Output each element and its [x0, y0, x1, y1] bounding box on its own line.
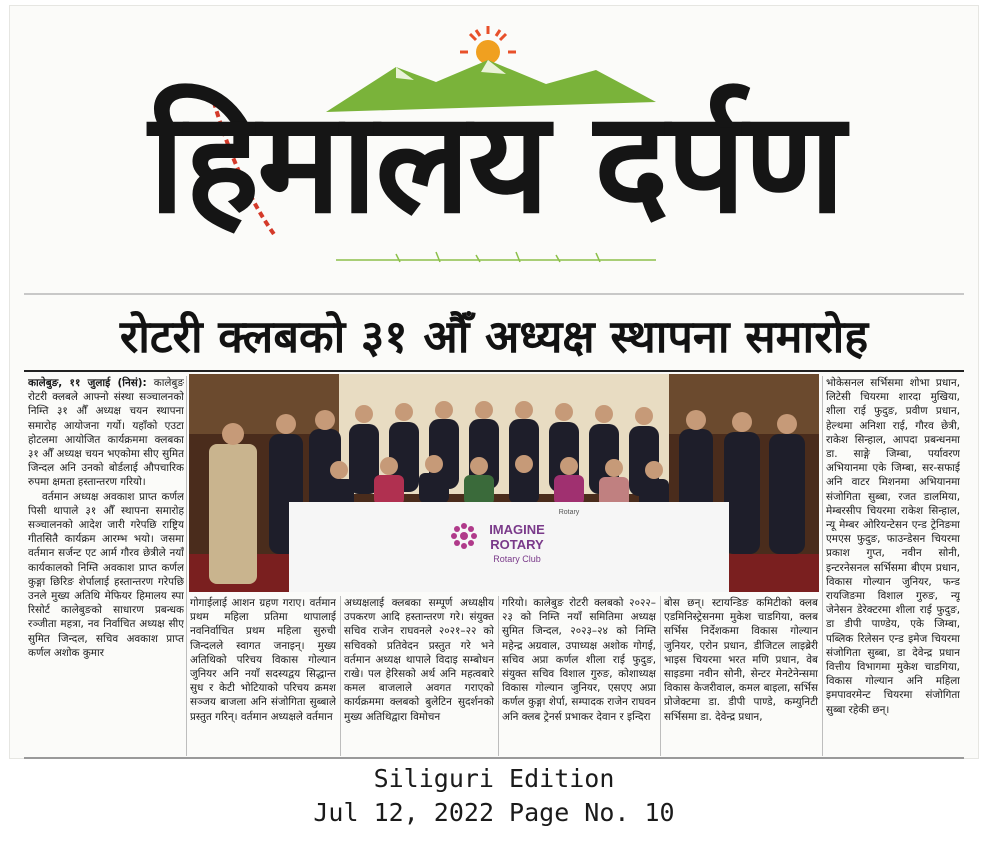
event-photo — [189, 374, 819, 592]
footer-divider — [24, 757, 964, 759]
column-separator — [186, 376, 187, 756]
group-photo-illustration — [189, 374, 819, 592]
article-column-4 — [502, 596, 656, 756]
column-1-para-1: कालेबुङ रोटरी क्लबले आफ्नो संस्था सञ्चालनको निम्ति ३१ औँ अध्यक्ष चयन स्थापना समारोह आयोजना गर्यो। यहाँको एउटा होटलमा आयोजित कार्यक्रममा क्लबका ३१ औँ अध्यक्ष चयन भएकोमा सीए सुमित जिन्दल अनि उनको बोर्डलाई औपचारिक रुपमा क्षमता हस्तान्तरण गरियो। — [28, 377, 184, 489]
photo-tag: Rotary — [558, 509, 580, 516]
sun-icon — [460, 26, 516, 64]
banner-line-3: Rotary Club — [493, 554, 541, 564]
edition-label: Siliguri Edition — [373, 764, 615, 793]
masthead-divider — [24, 293, 964, 295]
date-page-label: Jul 12, 2022 Page No. 10 — [313, 798, 675, 827]
article-column-3 — [344, 596, 494, 756]
column-2-text: गोगाईलाई आशन ग्रहण गराए। वर्तमान प्रथम महिला प्रतिमा थापालाई नवनिर्वाचित प्रथम महिला सुरुची जिन्दलले स्वागत जनाइन्। मुख्य अतिथिको परिचय विकास गोल्यान जुनियर अनि नयाँ सदस्यद्वय सिद्धान्त सुध र केटी भोटियाको परिचय क्रमश सञ्जय बाजला अनि संजोगिता सुब्बाले प्रस्तुत गरिन्। वर्तमान अध्यक्षले वर्तमान — [190, 597, 336, 723]
column-3-text: अध्यक्षलाई क्लबका सम्पूर्ण अध्यक्षीय उपकरण आदि हस्तान्तरण गरे। संयुक्त सचिव राजेन राघवनले २०२१–२२ को सचिवको प्रतिवेदन प्रस्तुत गरे भने वर्तमान अध्यक्ष थापाले विदाइ सम्बोधन राखे। पल हेरिसको अर्थ अनि महत्वबारे कमल बाजलाले अवगत गराएको कार्यक्रममा क्लबको बुलेटिन सुदर्शनको मुख्य अतिथिद्वारा विमोचन — [344, 597, 494, 723]
column-5-text: बोस छन्। स्टायन्डिङ कमिटीको क्लब एडमिनिस्ट्रेसनमा मुकेश चाडगिया, क्लब सर्भिस निर्देशकमा विकास गोल्यान जुनियर, एरोन प्रधान, डीजिटल लाइब्रेरी भाइस चियरमा भरत मणि प्रधान, वेब साइडमा नवीन सोनी, सेन्टर मेनटेनेन्समा विकास केजरीवाल, कमल बाइला, सर्भिस प्रोजेक्टमा डा. डीपी पाण्डे, कम्युनिटी सर्भिसमा डा. देवेन्द्र प्रधान, — [664, 597, 818, 723]
banner-line-1: IMAGINE — [489, 522, 545, 537]
masthead-title: हिमालय दर्पण — [148, 82, 844, 245]
dateline: कालेबुङ, ११ जुलाई (निसं): — [28, 377, 147, 389]
masthead — [96, 22, 896, 292]
column-1-para-2: वर्तमान अध्यक्ष अवकाश प्राप्त कर्णल पिसी थापाले ३१ औँ स्थापना समारोह सञ्चालनको आदेश जारी गरेपछि राष्ट्रिय गीतसितै कार्यक्रम आरम्भ भयो। जसमा वर्तमान सर्जन्ट एट आर्म गौरव छेत्रीले नयाँ कार्यकालको निम्ति अवकाश प्राप्त कर्णल कुङ्गा छिरिङ शेर्पालाई हस्तान्तरण गरेपछि उनले मुख्य अतिथि मेफियर हिमालय स्पा रिसोर्ट कालेबुङको साधारण प्रबन्धक रञ्जीता महत्रा, नव निर्वाचित अध्यक्ष सीए सुमित जिन्दल, सचिव अवकाश प्राप्त कर्णल अशोक कुमार — [28, 490, 184, 659]
article-headline: रोटरी क्लबको ३१ औँ अध्यक्ष स्थापना समारोह — [119, 310, 869, 363]
article-column-5 — [664, 596, 818, 756]
column-separator — [822, 376, 823, 756]
column-4-text: गरियो। कालेबुङ रोटरी क्लबको २०२२–२३ को निम्ति नयाँ समितिमा अध्यक्ष सुमित जिन्दल, २०२३–२४ को निम्ति महेन्द्र अग्रवाल, उपाध्यक्ष अशोक गोगई, सचिव अप्रा कर्णल शीला राई फुदुङ, संयुक्त सचिव विशाल गुरुङ, कोशाध्यक्ष विकास गोल्यान जुनियर, एसएए अप्रा कर्णल कुङ्गा शेर्पा, सम्पादक राजेन राघवन अनि क्लब ट्रेनर्स प्रभाकर देवान र इन्दिरा — [502, 597, 656, 723]
article-column-2 — [190, 596, 336, 756]
rotary-logo-icon — [451, 523, 477, 549]
headline-divider — [24, 370, 964, 372]
article-column-1 — [28, 376, 184, 756]
grass-strip — [336, 252, 656, 262]
column-separator — [660, 596, 661, 756]
article-column-6 — [826, 376, 960, 756]
banner-line-2: ROTARY — [490, 537, 544, 552]
column-separator — [340, 596, 341, 756]
column-6-text: भोकेसनल सर्भिसमा शोभा प्रधान, लिटेसी चियरमा शारदा मुखिया, शीला राई फुदुङ, प्रवीण प्रधान, हेल्थमा अनिशा राई, गौरव छेत्री, राकेश सिन्हाल, आपदा प्रबन्धनमा डा. साङ्गे जिम्बा, पर्यावरण अभियानमा एके जिम्बा, सर-सफाई अनि वाटर मिशनमा अभियानमा संजोगिता सुब्बा, रजत डालमिया, मेम्बरसीप चियरमा राकेश सिन्हाल, न्यू मेम्बर ओरियन्टेसन एन्ड ट्रेनिङमा एमएस फुदुङ, फाउन्डेसन चियरमा प्रकाश गुप्त, नवीन सोनी, इन्टरनेसनल सर्भिसमा बीएम प्रधान, विकास गोल्यान जुनियर, फन्ड रायजिङमा विशाल गुरुङ, न्यू जेनेसन डेरेक्टरमा शीला राई फुदुङ, डा डीपी पाण्डेय, एके जिम्बा, पब्लिक रिलेसन एन्ड इमेज चियरमा संजोगिता सुब्बा, डा देवेन्द्र प्रधान वित्तीय विभागमा मुकेश चाडगिया, विकास गोल्यान अनि महिला इमपावरमेन्ट चियरमा संजोगिता सुब्बा रहेकी छन्। — [826, 377, 960, 716]
column-separator — [498, 596, 499, 756]
